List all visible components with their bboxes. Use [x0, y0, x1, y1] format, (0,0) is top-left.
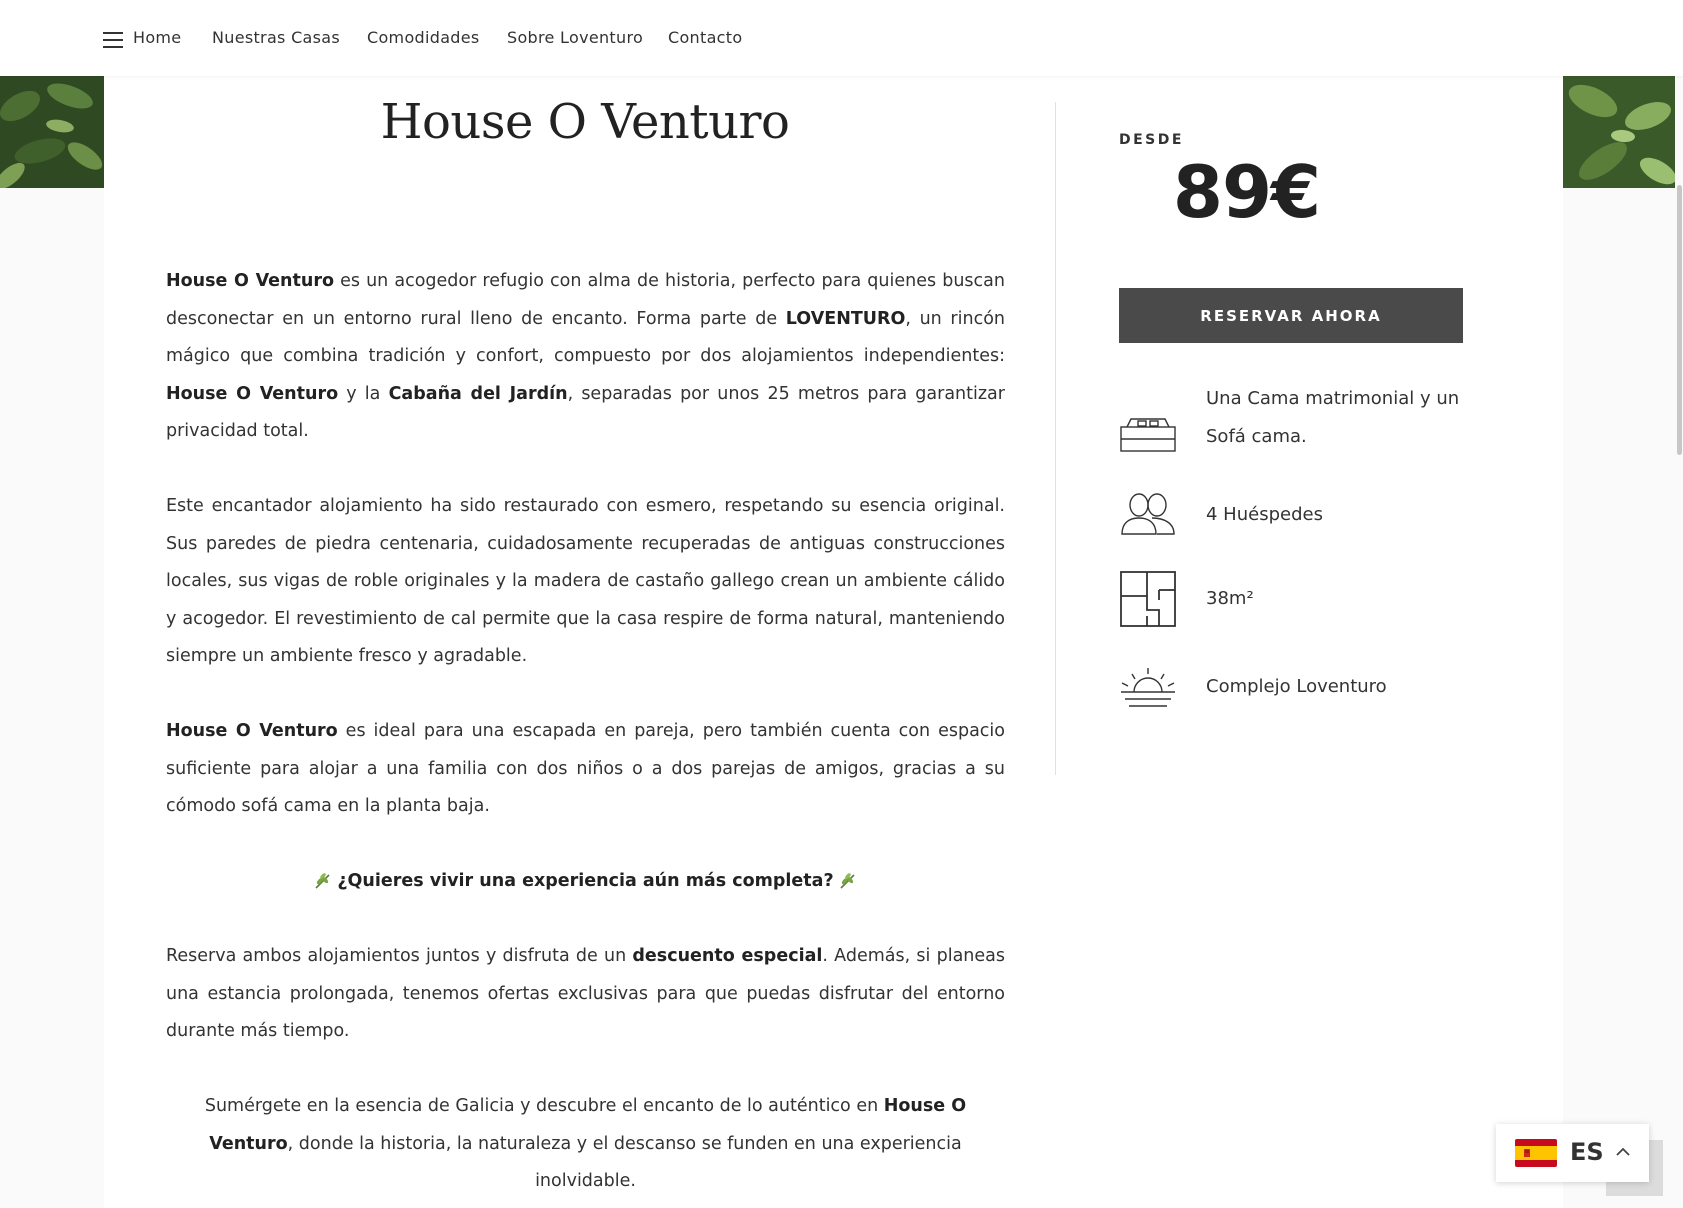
nav-link-home[interactable]: Home: [133, 28, 182, 47]
experience-highlight: ¿Quieres vivir una experiencia aún más completa?: [166, 863, 1005, 901]
guests-icon: [1119, 492, 1177, 536]
price-from-label: DESDE: [1119, 132, 1184, 148]
description-paragraph-2: Este encantador alojamiento ha sido restaurado con esmero, respetando su esencia original. Sus paredes de piedra centenaria, cuidadosamente recuperadas de antiguas construcciones locales, sus vigas de roble originales y la madera de castaño gallego crean un ambiente cálido y acogedor. El revestimiento de cal permite que la casa respire de forma natural, manteniendo siempre un ambiente fresco y agradable.: [166, 496, 1005, 666]
feature-guests-text: 4 Huéspedes: [1206, 504, 1323, 525]
nav-link-nuestras-casas[interactable]: Nuestras Casas: [212, 28, 341, 47]
description-paragraph-1: House O Venturo es un acogedor refugio con alma de historia, perfecto para quienes buscan desconectar en un entorno rural lleno de encanto. Forma parte de LOVENTURO, un rincón mágico que combina tradición y confort, compuesto por dos alojamientos independientes: House O Venturo y la Cabaña del Jardín, separadas por unos 25 metros para garantizar privacidad total.: [166, 271, 1005, 441]
leaf-icon: [313, 871, 333, 891]
description-paragraph-3: House O Venturo es ideal para una escapada en pareja, pero también cuenta con espacio suficiente para alojar a una familia con dos niños o a dos parejas de amigos, gracias a su cómodo sofá cama en la planta baja.: [166, 721, 1005, 816]
price-value: 89€: [1172, 150, 1321, 234]
feature-beds-text: Una Cama matrimonial y un Sofá cama.: [1206, 388, 1460, 447]
top-navbar: [0, 0, 1683, 76]
chevron-up-icon: [1615, 1146, 1631, 1158]
background-foliage-right: [1563, 76, 1675, 188]
language-code: ES: [1570, 1138, 1604, 1166]
feature-area-text: 38m²: [1206, 588, 1254, 609]
reserve-now-button[interactable]: RESERVAR AHORA: [1119, 288, 1463, 343]
scrollbar-thumb[interactable]: [1677, 185, 1682, 455]
nav-link-sobre-loventuro[interactable]: Sobre Loventuro: [507, 28, 644, 47]
page-title: House O Venturo: [380, 94, 790, 150]
leaf-icon: [838, 871, 858, 891]
sunrise-icon: [1119, 666, 1177, 714]
column-divider: [1055, 102, 1056, 775]
spain-flag-icon: [1515, 1139, 1557, 1167]
nav-link-contacto[interactable]: Contacto: [668, 28, 743, 47]
feature-complex-text: Complejo Loventuro: [1206, 676, 1387, 697]
hamburger-menu-icon[interactable]: [103, 32, 123, 48]
language-switcher[interactable]: [1496, 1124, 1649, 1182]
description-paragraph-5: Sumérgete en la esencia de Galicia y descubre el encanto de lo auténtico en House O Venturo, donde la historia, la naturaleza y el descanso se funden en una experiencia inolvidable.: [204, 1096, 967, 1191]
bed-icon: [1119, 415, 1177, 455]
description-paragraph-4: Reserva ambos alojamientos juntos y disfruta de un descuento especial. Además, si planeas una estancia prolongada, tenemos ofertas exclusivas para que puedas disfrutar del entorno durante más tiempo.: [166, 946, 1005, 1041]
floorplan-icon: [1119, 570, 1177, 628]
nav-link-comodidades[interactable]: Comodidades: [367, 28, 480, 47]
